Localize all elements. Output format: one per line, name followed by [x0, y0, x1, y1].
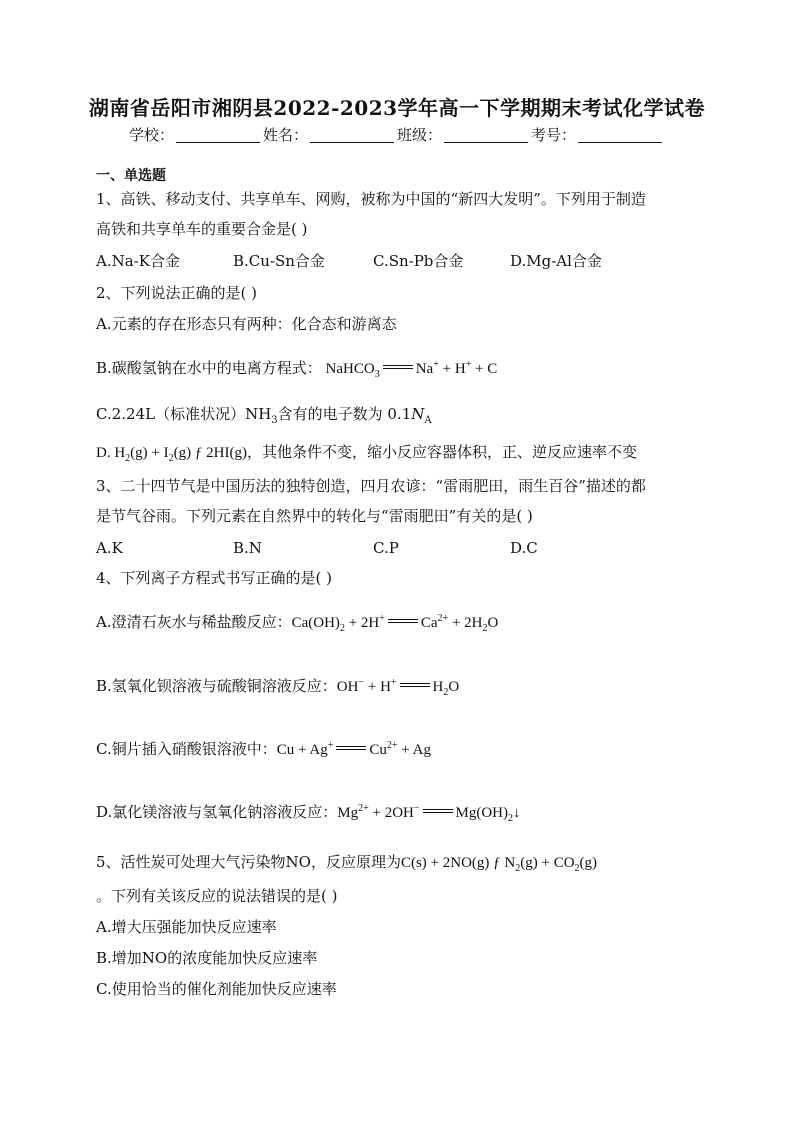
equals-arrow-icon: [336, 746, 366, 750]
q5-stem-line2: 。下列有关该反应的说法错误的是( ): [96, 887, 338, 905]
q4-option-d-formula: $Mg^{2+} + 2OH^-$ $Mg(OH)_2↓$: [337, 803, 521, 824]
class-blank[interactable]: [444, 128, 528, 143]
equals-arrow-icon: [388, 619, 418, 623]
q1-stem-line2: 高铁和共享单车的重要合金是( ): [96, 220, 308, 238]
q2-option-d-formula: D. $H_2(g) + I_2(g)$ ƒ 2HI(g): [96, 445, 247, 464]
q3-option-b: B.N: [233, 539, 262, 557]
q1-option-a: A.Na-K合金: [96, 252, 180, 270]
q3-stem-line2: 是节气谷雨。下列元素在自然界中的转化与“雷雨肥田”有关的是( ): [96, 507, 533, 525]
q4-option-c-formula: Cu + Ag+ $Cu^{2+} + Ag$: [276, 740, 431, 758]
q3-stem-line1: 3、二十四节气是中国历法的独特创造，四月农谚：“雷雨肥田，雨生百谷”描述的都: [96, 477, 646, 495]
equals-arrow-icon: [423, 809, 453, 813]
q5-option-c: C.使用恰当的催化剂能加快反应速率: [96, 980, 337, 998]
student-info-line: [0, 124, 794, 145]
q2-stem: 2、下列说法正确的是( ): [96, 284, 258, 302]
q5-stem-line1: 5、活性炭可处理大气污染物NO，反应原理为C(s) + 2NO(g) ƒ $N_2(g) + CO_2(g)$: [96, 853, 598, 874]
exam-title: 湖南省岳阳市湘阴县2022-2023学年高一下学期期末考试化学试卷: [88, 96, 706, 120]
q1-option-c: C.Sn-Pb合金: [373, 252, 464, 270]
school-blank[interactable]: [176, 128, 260, 143]
exam-number-blank[interactable]: [578, 128, 662, 143]
q2-option-b-formula: NaHCO$_3$ Na+ + H+ + C: [325, 359, 498, 380]
q1-option-b: B.Cu-Sn合金: [233, 252, 325, 270]
q4-option-c: C.铜片插入硝酸银溶液中：Cu + Ag+ $Cu^{2+} + Ag$: [96, 740, 431, 758]
q2-option-b: [96, 358, 497, 379]
q5-option-b: B.增加NO的浓度能加快反应速率: [96, 949, 318, 967]
q1-stem-line1: 1、高铁、移动支付、共享单车、网购，被称为中国的“新四大发明”。下列用于制造: [96, 190, 646, 208]
q1-option-d: D.Mg-Al合金: [510, 252, 602, 270]
q4-stem: 4、下列离子方程式书写正确的是( ): [96, 569, 333, 587]
exam-number-label: 考号：: [531, 126, 577, 144]
class-label: 班级：: [397, 126, 443, 144]
q2-option-a: A.元素的存在形态只有两种：化合态和游离态: [96, 315, 397, 333]
equals-arrow-icon: [400, 683, 430, 687]
q4-option-a: A.澄清石灰水与稀盐酸反应：$Ca(OH)_2 + 2H^+$ $Ca^{2+} + 2H_2O$: [96, 613, 499, 634]
school-label: 学校：: [128, 126, 174, 144]
q2-option-b-text: B.碳酸氢钠在水中的电离方程式：: [96, 359, 322, 377]
q4-option-b: B.氢氧化钡溶液与硫酸铜溶液反应：OH− + H+ $H_2O$: [96, 677, 460, 698]
equals-arrow-icon: [383, 365, 413, 369]
q4-option-a-formula: $Ca(OH)_2 + 2H^+$ $Ca^{2+} + 2H_2O$: [291, 613, 499, 634]
q2-option-c: C.2.24L（标准状况）$NH_3$含有的电子数为 $0.1N_A$: [96, 405, 432, 426]
section-heading: 一、单选题: [96, 168, 166, 184]
name-label: 姓名：: [262, 126, 308, 144]
q3-option-d: D.C: [510, 539, 538, 557]
q3-option-a: A.K: [96, 539, 123, 557]
q5-stem-formula: C(s) + 2NO(g) ƒ $N_2(g) + CO_2(g)$: [400, 855, 598, 874]
name-blank[interactable]: [310, 128, 394, 143]
q3-option-c: C.P: [373, 539, 399, 557]
q4-option-b-formula: OH− + H+ $H_2O$: [336, 677, 460, 698]
q4-option-d: D.氯化镁溶液与氢氧化钠溶液反应：$Mg^{2+} + 2OH^-$ $Mg(OH)_2↓$: [96, 803, 521, 824]
q5-option-a: A.增大压强能加快反应速率: [96, 918, 277, 936]
q2-option-d: D. $H_2(g) + I_2(g)$ ƒ 2HI(g)，其他条件不变，缩小反应容器体积，正、逆反应速率不变: [96, 443, 637, 464]
